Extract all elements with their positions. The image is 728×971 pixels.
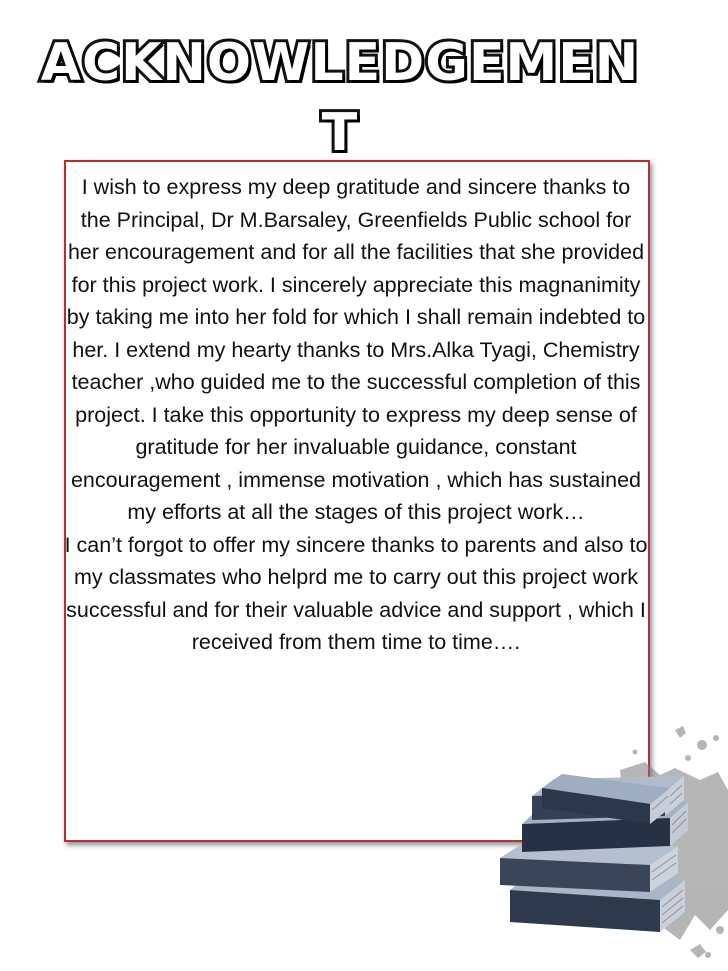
stack-of-books-icon	[470, 700, 728, 971]
paragraph-thanks-parents: I can’t forgot to offer my sincere thanks to parents and also to my classmates who helprd me to carry out this project work successful and for their valuable advice and support , which I received from them time to time….	[64, 532, 648, 654]
page-title: ACKNOWLEDGEMENT	[40, 33, 640, 163]
acknowledgement-body	[64, 171, 648, 659]
paragraph-gratitude: I wish to express my deep gratitude and sincere thanks to the Principal, Dr M.Barsaley, Greenfields Public school for her encouragement and for all the facilities that she provided for this project work. I sincerely appreciate this magnanimity by taking me into her fold for which I shall remain indebted to her. I extend my hearty thanks to Mrs.Alka Tyagi, Chemistry teacher ,who guided me to the successful completion of this project. I take this opportunity to express my deep sense of gratitude for her invaluable guidance, constant encouragement , immense motivation , which has sustained my efforts at all the stages of this project work…	[66, 175, 646, 524]
title-block	[40, 28, 640, 168]
